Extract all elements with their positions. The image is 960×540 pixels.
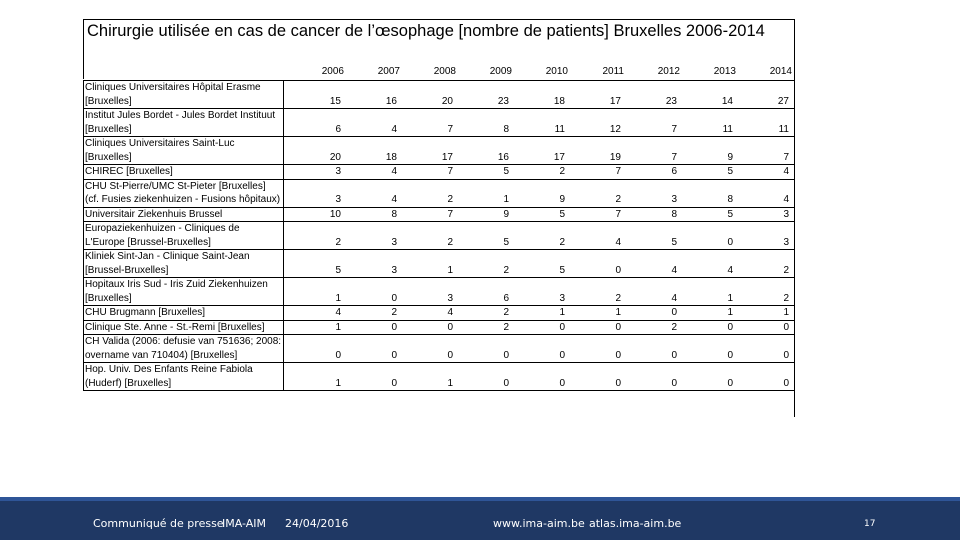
value-cell: 0 (447, 321, 453, 333)
hospital-name-cell: CHU Brugmann [Bruxelles] (84, 306, 284, 320)
value-cell: 3 (783, 208, 789, 220)
value-cell: 4 (615, 236, 621, 248)
value-cell: 8 (671, 208, 677, 220)
value-cell: 5 (727, 208, 733, 220)
value-cell: 0 (559, 349, 565, 361)
value-cell: 3 (447, 292, 453, 304)
value-cell: 0 (391, 349, 397, 361)
value-cell: 0 (671, 349, 677, 361)
value-cell: 4 (727, 264, 733, 276)
value-cell: 3 (391, 236, 397, 248)
row-values (287, 278, 791, 305)
value-cell: 16 (497, 151, 509, 163)
value-cell: 4 (671, 292, 677, 304)
value-cell: 3 (335, 166, 341, 177)
value-cell: 0 (559, 377, 565, 389)
value-cell: 23 (665, 95, 677, 107)
row-values (287, 363, 791, 390)
frame-left-rule (83, 19, 84, 79)
value-cell: 3 (391, 264, 397, 276)
hospital-name-cell: Europaziekenhuizen - Cliniques de L'Europe [Brussel-Bruxelles] (84, 222, 284, 249)
value-cell: 27 (777, 95, 789, 107)
hospital-name-cell: Institut Jules Bordet - Jules Bordet Instituut [Bruxelles] (84, 109, 284, 136)
value-cell: 2 (615, 194, 621, 205)
value-cell: 7 (671, 151, 677, 163)
value-cell: 18 (553, 95, 565, 107)
value-cell: 9 (727, 151, 733, 163)
value-cell: 1 (783, 307, 789, 318)
hospital-name-cell: Hopitaux Iris Sud - Iris Zuid Ziekenhuizen [Bruxelles] (84, 278, 284, 305)
value-cell: 1 (615, 307, 621, 318)
value-cell: 7 (447, 208, 453, 220)
value-cell: 0 (671, 377, 677, 389)
table-row (84, 321, 795, 336)
value-cell: 5 (671, 236, 677, 248)
value-cell: 7 (615, 166, 621, 177)
value-cell: 20 (329, 151, 341, 163)
value-cell: 2 (783, 264, 789, 276)
year-header-cell: 2012 (657, 66, 680, 77)
table-row (84, 137, 795, 165)
table-row (84, 109, 795, 137)
row-values (287, 321, 791, 335)
value-cell: 19 (609, 151, 621, 163)
value-cell: 4 (671, 264, 677, 276)
value-cell: 0 (615, 349, 621, 361)
year-header-cell: 2011 (602, 66, 624, 77)
value-cell: 0 (615, 321, 621, 333)
value-cell: 2 (447, 236, 453, 248)
value-cell: 17 (553, 151, 565, 163)
value-cell: 2 (559, 236, 565, 248)
value-cell: 0 (615, 377, 621, 389)
value-cell: 16 (385, 95, 397, 107)
value-cell: 0 (783, 377, 789, 389)
row-values (287, 165, 791, 179)
value-cell: 1 (447, 264, 453, 276)
value-cell: 0 (727, 321, 733, 333)
hospital-name-cell: CHU St-Pierre/UMC St-Pieter [Bruxelles] (cf. Fusies ziekenhuizen - Fusions hôpitaux) (84, 180, 284, 207)
value-cell: 23 (497, 95, 509, 107)
value-cell: 7 (447, 123, 453, 135)
row-values (287, 250, 791, 277)
value-cell: 5 (503, 236, 509, 248)
value-cell: 1 (335, 377, 341, 389)
value-cell: 3 (671, 194, 677, 205)
footer-communique: Communiqué de presse (93, 517, 224, 530)
hospital-name-cell: CHIREC [Bruxelles] (84, 165, 284, 179)
hospital-name-cell: Hop. Univ. Des Enfants Reine Fabiola (Huderf) [Bruxelles] (84, 363, 284, 390)
year-header-cell: 2010 (545, 66, 568, 77)
footer-org: IMA-AIM (222, 517, 267, 530)
value-cell: 4 (391, 166, 397, 177)
row-values (287, 208, 791, 222)
value-cell: 1 (559, 307, 565, 318)
table-row (84, 250, 795, 278)
value-cell: 9 (559, 194, 565, 205)
value-cell: 5 (503, 166, 509, 177)
value-cell: 0 (615, 264, 621, 276)
year-header-row (290, 66, 794, 80)
table-row (84, 208, 795, 223)
value-cell: 18 (385, 151, 397, 163)
table-row (84, 222, 795, 250)
hospital-name-cell: Kliniek Sint-Jan - Clinique Saint-Jean [Brussel-Bruxelles] (84, 250, 284, 277)
year-header-cell: 2006 (321, 66, 344, 77)
value-cell: 8 (727, 194, 733, 205)
table-row (84, 165, 795, 180)
value-cell: 1 (503, 194, 509, 205)
footer-date: 24/04/2016 (285, 517, 349, 530)
value-cell: 1 (335, 292, 341, 304)
value-cell: 2 (391, 307, 397, 318)
value-cell: 5 (335, 264, 341, 276)
value-cell: 0 (783, 349, 789, 361)
value-cell: 0 (503, 377, 509, 389)
value-cell: 11 (554, 123, 565, 135)
value-cell: 4 (783, 166, 789, 177)
hospital-name-cell: Universitair Ziekenhuis Brussel (84, 208, 284, 222)
table-row (84, 363, 795, 390)
year-header-cell: 2007 (377, 66, 400, 77)
value-cell: 0 (727, 377, 733, 389)
table-row (84, 278, 795, 306)
row-values (287, 109, 791, 136)
value-cell: 4 (335, 307, 341, 318)
value-cell: 5 (559, 264, 565, 276)
value-cell: 2 (783, 292, 789, 304)
value-cell: 4 (783, 194, 789, 205)
hospital-name-cell: Cliniques Universitaires Hôpital Erasme [Bruxelles] (84, 81, 284, 108)
value-cell: 12 (609, 123, 621, 135)
footer-atlas-link[interactable]: atlas.ima-aim.be (589, 517, 682, 530)
value-cell: 14 (721, 95, 733, 107)
value-cell: 6 (335, 123, 341, 135)
year-header-cell: 2009 (489, 66, 512, 77)
value-cell: 9 (503, 208, 509, 220)
table-row (84, 81, 795, 109)
value-cell: 0 (727, 349, 733, 361)
value-cell: 7 (783, 151, 789, 163)
value-cell: 2 (559, 166, 565, 177)
value-cell: 17 (609, 95, 621, 107)
value-cell: 0 (391, 321, 397, 333)
table-row (84, 306, 795, 321)
year-header-cell: 2013 (713, 66, 736, 77)
value-cell: 8 (391, 208, 397, 220)
value-cell: 3 (559, 292, 565, 304)
value-cell: 4 (447, 307, 453, 318)
value-cell: 5 (727, 166, 733, 177)
row-values (287, 180, 791, 207)
row-values (287, 81, 791, 108)
value-cell: 4 (391, 123, 397, 135)
value-cell: 8 (503, 123, 509, 135)
value-cell: 1 (727, 292, 733, 304)
value-cell: 1 (727, 307, 733, 318)
value-cell: 10 (329, 208, 341, 220)
value-cell: 0 (503, 349, 509, 361)
page-title: Chirurgie utilisée en cas de cancer de l’œsophage [nombre de patients] Bruxelles 2006-2014 (87, 22, 765, 40)
value-cell: 5 (559, 208, 565, 220)
value-cell: 1 (447, 377, 453, 389)
value-cell: 17 (441, 151, 453, 163)
value-cell: 4 (391, 194, 397, 205)
value-cell: 2 (503, 264, 509, 276)
value-cell: 0 (447, 349, 453, 361)
value-cell: 2 (503, 307, 509, 318)
value-cell: 0 (335, 349, 341, 361)
table-row (84, 335, 795, 363)
value-cell: 0 (391, 377, 397, 389)
data-table (83, 80, 795, 391)
value-cell: 0 (727, 236, 733, 248)
value-cell: 2 (335, 236, 341, 248)
footer-website-link[interactable]: www.ima-aim.be (493, 517, 585, 530)
value-cell: 1 (335, 321, 341, 333)
hospital-name-cell: CH Valida (2006: defusie van 751636; 2008: overname van 710404) [Bruxelles] (84, 335, 284, 362)
value-cell: 0 (671, 307, 677, 318)
value-cell: 11 (722, 123, 733, 135)
row-values (287, 306, 791, 320)
value-cell: 2 (615, 292, 621, 304)
value-cell: 0 (783, 321, 789, 333)
value-cell: 6 (503, 292, 509, 304)
value-cell: 11 (778, 123, 789, 135)
value-cell: 20 (441, 95, 453, 107)
table-row (84, 180, 795, 208)
hospital-name-cell: Clinique Ste. Anne - St.-Remi [Bruxelles] (84, 321, 284, 335)
row-values (287, 137, 791, 164)
page-number: 17 (864, 519, 876, 529)
value-cell: 3 (335, 194, 341, 205)
row-values (287, 335, 791, 362)
value-cell: 2 (447, 194, 453, 205)
value-cell: 0 (391, 292, 397, 304)
year-header-cell: 2008 (433, 66, 456, 77)
value-cell: 0 (559, 321, 565, 333)
value-cell: 2 (671, 321, 677, 333)
value-cell: 6 (671, 166, 677, 177)
value-cell: 7 (615, 208, 621, 220)
value-cell: 15 (329, 95, 341, 107)
value-cell: 7 (447, 166, 453, 177)
value-cell: 2 (503, 321, 509, 333)
value-cell: 7 (671, 123, 677, 135)
year-header-cell: 2014 (769, 66, 792, 77)
value-cell: 3 (783, 236, 789, 248)
row-values (287, 222, 791, 249)
hospital-name-cell: Cliniques Universitaires Saint-Luc [Bruxelles] (84, 137, 284, 164)
